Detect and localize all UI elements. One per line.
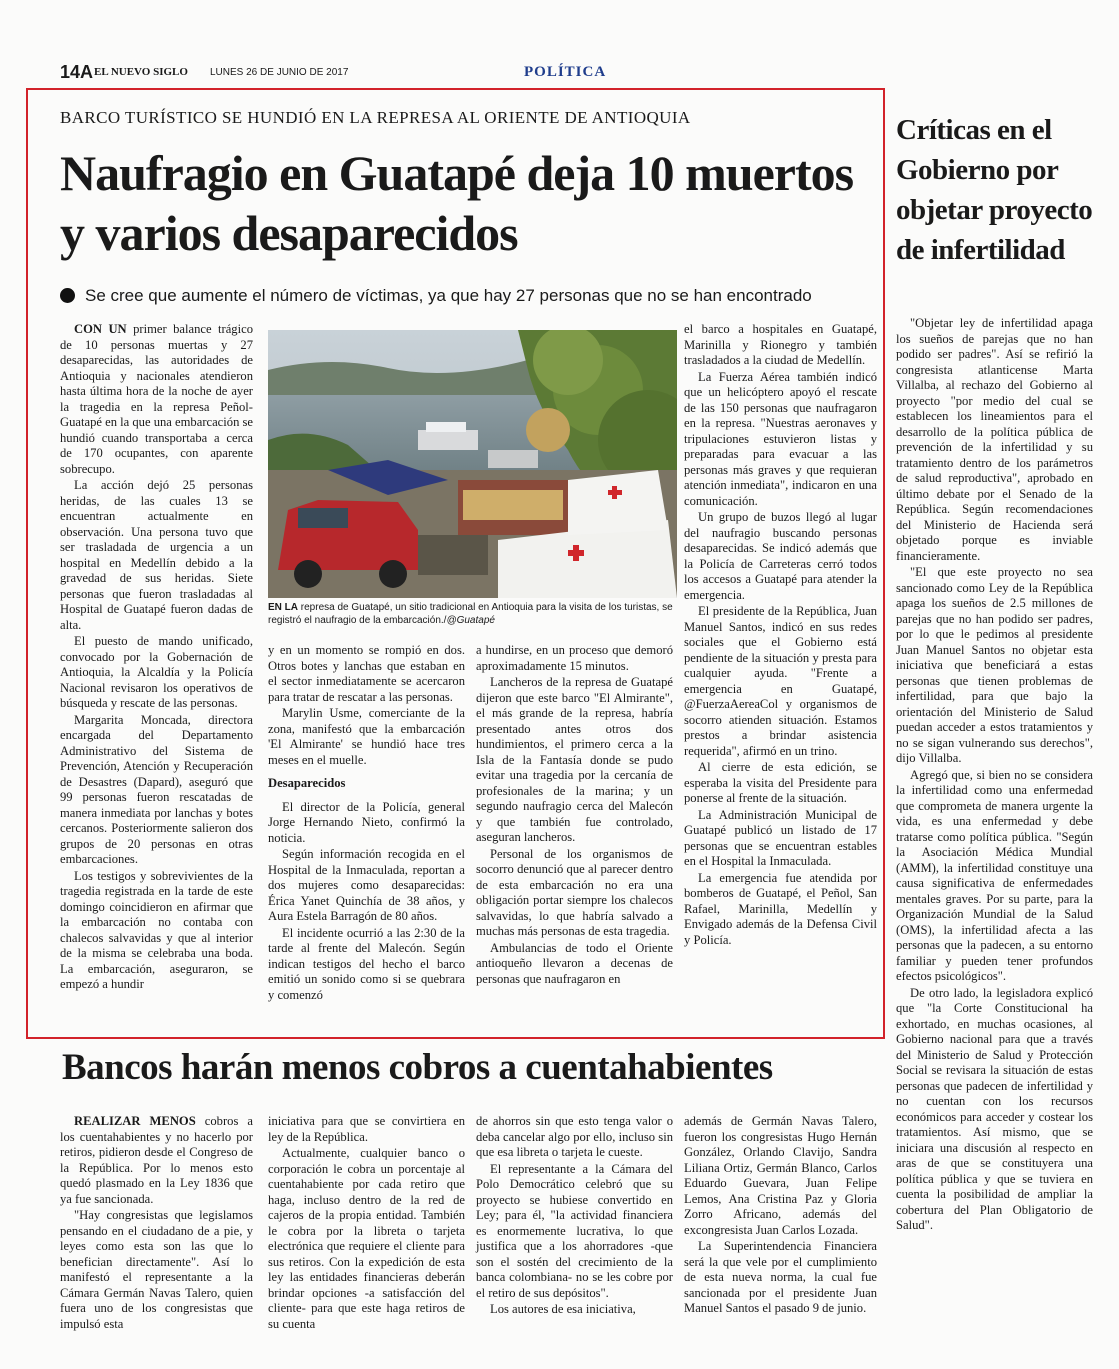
paragraph: Los autores de esa iniciativa,: [490, 1302, 636, 1316]
main-kicker: BARCO TURÍSTICO SE HUNDIÓ EN LA REPRESA AL ORIENTE DE ANTIOQUIA: [60, 108, 691, 127]
paragraph: a hundirse, en un proceso que demoró aproximadamente 15 minutos.: [476, 643, 673, 673]
paragraph: Ambulancias de todo el Oriente antioqueño llevaron a decenas de personas que naufragaron en: [476, 940, 673, 986]
page-number: 14A: [60, 62, 94, 82]
paragraph: Un grupo de buzos llegó al lugar del naufragio buscando personas desaparecidas. Se indicó además que la Policía de Carreteras cerró todos los accesos a Guatapé para atender la emergencia.: [684, 510, 877, 602]
paragraph: primer balance trágico de 10 personas muertas y 27 desaparecidas, las autoridades de Antioquia y nacionales atendieron hasta última hora de la noche de ayer la tragedia en la represa Peñol-Guatapé en la que una embarcación se hundió cuando transportaba a cerca de 170 ocupantes, con aparente sobrecupo.: [60, 322, 254, 476]
side-headline: Críticas en el Gobierno por objetar proyecto de infertilidad: [896, 114, 1093, 266]
subheading: Desaparecidos: [268, 776, 346, 790]
caption-lead: EN LA: [268, 602, 298, 613]
main-col-1: [60, 322, 253, 994]
paragraph: La emergencia fue atendida por bomberos de Guatapé, el Peñol, San Rafael, Marinilla, Medellín y Envigado además de la Defensa Civil y Policía.: [684, 870, 877, 947]
main-col-3: [476, 643, 673, 988]
paragraph: La Administración Municipal de Guatapé publicó un listado de 17 personas que se encuentran estables en el Hospital la Inmaculada.: [684, 807, 877, 868]
paragraph: además de Germán Navas Talero, fueron los congresistas Hugo Hernán González, Orlando Clavijo, Sandra Liliana Ortiz, Germán Blanco, Carlos Eduardo Guevara, Juan Felipe Lemos, Ana Cristina Paz y Gloria Zorro Africano, además del excongresista Juan Carlos Lozada.: [684, 1114, 877, 1237]
paragraph: el barco a hospitales en Guatapé, Marinilla y Rionegro y también trasladados a la ciudad de Medellín.: [684, 322, 877, 367]
main-col-4: [684, 322, 877, 949]
bullet-icon: [60, 288, 75, 303]
main-lead-text: Se cree que aumente el número de víctimas, ya que hay 27 personas que no se han encontrado: [85, 286, 812, 305]
reservoir-photo: [268, 330, 677, 598]
paragraph: Lancheros de la represa de Guatapé dijeron que este barco "El Almirante", el más grande de la represa, habría presentado antes otros dos hundimientos, el primero cerca a la Isla de la Fantasía donde se pudo evitar una tragedia por la cercanía de profesionales de la marina; y un segundo naufragio cerca del Malecón y que también fue controlado, aseguran lancheros.: [476, 675, 673, 844]
paragraph: cobros a los cuentahabientes y no hacerlo por retiros, pidieron desde el Congreso de la República. Por lo menos esto quedó plasmado en la Ley 1836 que ya fue sancionada.: [60, 1114, 253, 1206]
paragraph: Personal de los organismos de socorro denunció que al parecer dentro de esta embarcación no era una obligación portar siempre los chalecos salvavidas, lo que habría salvado a muchas más personas de esta tragedia.: [476, 846, 673, 938]
paragraph: De otro lado, la legisladora explicó que "la Corte Constitucional ha exhortado, en muchas ocasiones, al Gobierno nacional para que a través del Ministerio de Salud y Protección Social se revisara la situación de estas personas que padecen de infertilidad y no cuentan con los recursos económicos para acceder y costear los tratamientos. Así mismo, que se iniciara una discusión al respecto en aras de que se constituyera una política pública y que se tuviera en cuenta la posibilidad de ampliar la cobertura del Plan Obligatorio de Salud".: [896, 985, 1093, 1232]
page-header: [60, 62, 1060, 86]
paragraph: La Fuerza Aérea también indicó que un helicóptero apoyó el rescate de las 150 personas que naufragaron en la represa. "Nuestras aeronaves y tripulaciones estuvieron listas y preparadas para evacuar a las personas más graves y que requieran atención inmediata", indicaron en una comunicación.: [684, 369, 877, 508]
newspaper-name: EL NUEVO SIGLO: [94, 66, 188, 78]
paragraph: "El que este proyecto no sea sancionado como Ley de la República apaga los sueños de 2.5 millones de parejas que no han podido ser padres, por lo que le pedimos al presidente Juan Manuel Santos no objetar esta iniciativa que beneficiará a estas personas que tienen problemas de infertilidad, para que bajo la orientación del Ministerio de Salud puedan acceder a estos tratamientos y no se sigan vulnerando sus derechos", dijo Villalba.: [896, 565, 1093, 765]
main-col-2: [268, 643, 465, 1004]
paragraph: "Hay congresistas que legislamos pensando en el ciudadano de a pie, y leyes como esta son las que lo benefician directamente". Así lo manifestó el representante a la Cámara Germán Navas Talero, quien fuera uno de los congresistas que impulsó esta: [60, 1208, 253, 1331]
intro-caps: CON UN: [74, 322, 127, 336]
photo-caption: [268, 601, 677, 627]
photo-credit: @Guatapé: [446, 615, 495, 626]
side-story-body: [896, 316, 1093, 1235]
banks-col-4: [684, 1114, 877, 1318]
paragraph: "Objetar ley de infertilidad apaga los sueños de parejas que no han podido ser padres". Así se refirió la congresista atlanticense Marta Villalba, al rechazo del Gobierno al proyecto "por medio del cual se establecen los lineamientos para el desarrollo de la política pública de prevención de la infertilidad y su tratamiento dentro de los parámetros de salud reproductiva", aprobado en último debate por el Senado de la República. Según recomendaciones del Ministerio de Hacienda será objetado porque es inviable financieramente.: [896, 316, 1093, 563]
paragraph: Según información recogida en el Hospital de la Inmaculada, reportan a dos mujeres como desaparecidas: Érica Yanet Quinchía de 38 años, y Aura Estela Barragón de 80 años.: [268, 847, 465, 923]
paragraph: y en un momento se rompió en dos. Otros botes y lanchas que estaban en el sector inmediatamente se acercaron para tratar de rescatar a las personas.: [268, 643, 465, 704]
section-label: POLÍTICA: [524, 64, 607, 80]
paragraph: El incidente ocurrió a las 2:30 de la tarde al frente del Malecón. Según indican testigos del hecho el barco emitió un sonido como si se quebrara y comenzó: [268, 925, 465, 1002]
main-photo: [268, 330, 677, 598]
paragraph: El representante a la Cámara del Polo Democrático celebró que su proyecto se hubiese convertido en Ley; para él, "la actividad financiera es enormemente lucrativa, lo que justifica que a los ahorradores -que son el sostén del crecimiento de la banca colombiana- no se les cobre por el retiro de sus depósitos".: [476, 1161, 673, 1300]
paragraph: Agregó que, si bien no se considera la infertilidad como una enfermedad que comprometa de manera urgente la vida, es una enfermedad y debe tratarse como política pública. "Según la Asociación Médica Mundial (AMM), la infertilidad constituye una causa significativa de enfermedades mentales graves. Por su parte, para la Organización Mundial de la Salud (OMS), la infertilidad afecta a las personas que la padecen, a su entorno familiar y pueden tener profundos efectos psicológicos".: [896, 767, 1093, 983]
caption-text: represa de Guatapé, un sitio tradicional en Antioquia para la visita de los turistas, se registró el naufragio de la embarcación./: [268, 602, 673, 626]
paragraph: El puesto de mando unificado, convocado por la Gobernación de Antioquia, la Alcaldía y la Policía Nacional revisaron los operativos de búsqueda y rescate de las personas.: [60, 634, 253, 710]
paragraph: El presidente de la República, Juan Manuel Santos, indicó en sus redes sociales que el Gobierno está pendiente de la situación y presta para cualquier ayuda. "Frente a emergencia en Guatapé, @FuerzaAereaCol y organismos de socorro atienden situación. Estamos prestos a brindar asistencia requerida", afirmó en un trino.: [684, 604, 877, 758]
banks-col-1: [60, 1114, 253, 1333]
issue-date: LUNES 26 DE JUNIO DE 2017: [210, 67, 349, 78]
banks-col-2: [268, 1114, 465, 1333]
paragraph: Marylin Usme, comerciante de la zona, manifestó que la embarcación 'El Almirante' se hundió hace tres meses en el muelle.: [268, 706, 465, 767]
paragraph: Margarita Moncada, directora encargada del Departamento Administrativo del Sistema de Prevención, Atención y Recuperación de Desastres (Dapard), aseguró que 99 personas fueron rescatadas de manera inmediata por lanchas y botes cercanos. Posteriormente salieron dos grupos de 20 personas en otras embarcaciones.: [60, 712, 253, 866]
paragraph: El director de la Policía, general Jorge Hernando Nieto, confirmó la noticia.: [268, 799, 465, 845]
paragraph: La acción dejó 25 personas heridas, de las cuales 13 se encuentran actualmente en observación. Una persona tuvo que ser trasladada de urgencia a un hospital en Medellín debido a la gravedad de sus heridas. Siete personas que fueron trasladadas al Hospital de Guatapé fueron dadas de alta.: [60, 478, 253, 632]
main-lead: [60, 286, 880, 306]
paragraph: La Superintendencia Financiera será la que vele por el cumplimiento de esta nueva norma, la cual fue sancionada por el presidente Juan Manuel Santos el pasado 9 de junio.: [684, 1239, 877, 1315]
banks-headline: Bancos harán menos cobros a cuentahabientes: [62, 1047, 773, 1088]
banks-col-3: [476, 1114, 673, 1319]
paragraph: Actualmente, cualquier banco o corporación le cobra un porcentaje al cuentahabiente por cada retiro que haga, incluso dentro de la red de cajeros de la propia entidad. También le cobra por la libreta o tarjeta electrónica que requiere el cliente para sus retiros. Con la expedición de esta ley las entidades financieras deberán brindar opciones -a satisfacción del cliente- para que este haga retiros de su cuenta: [268, 1146, 465, 1331]
paragraph: de ahorros sin que esto tenga valor o deba cancelar algo por ello, incluso sin que esa libreta o tarjeta le cueste.: [476, 1114, 673, 1159]
paragraph: iniciativa para que se convirtiera en ley de la República.: [268, 1114, 465, 1144]
intro-caps: REALIZAR MENOS: [74, 1114, 196, 1128]
paragraph: Al cierre de esta edición, se esperaba la visita del Presidente para ponerse al frente de la situación.: [684, 760, 877, 805]
main-headline: Naufragio en Guatapé deja 10 muertos y varios desaparecidos: [60, 145, 854, 261]
paragraph: Los testigos y sobrevivientes de la tragedia registrada en la tarde de este domingo coincidieron en afirmar que la embarcación no contaba con chalecos salvavidas y que al interior de la misma se celebraba una boda. La embarcación, aseguraron, se empezó a hundir: [60, 868, 253, 991]
